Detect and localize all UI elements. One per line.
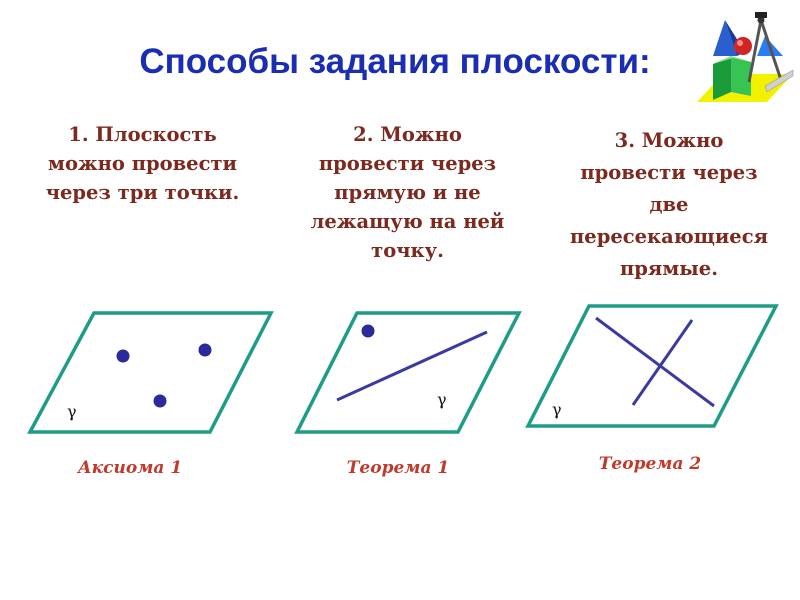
caption-line: пересекающиеся <box>570 225 768 248</box>
caption-line: лежащую на ней <box>310 210 505 233</box>
line-a <box>596 318 714 406</box>
caption-line: можно провести <box>48 152 237 175</box>
caption-line: прямую и не <box>334 181 481 204</box>
caption-line: прямые. <box>620 257 718 280</box>
theorem-1-label: Теорема 1 <box>346 458 450 478</box>
caption-line: провести через <box>318 152 497 175</box>
plane-intersecting-lines <box>528 306 776 426</box>
slide-title: Способы задания плоскости: <box>139 42 651 81</box>
line-b <box>633 320 692 405</box>
caption-line: через три точки. <box>45 181 240 204</box>
caption-line: точку. <box>371 239 444 262</box>
point-a <box>117 350 130 363</box>
point-off-line <box>362 325 375 338</box>
plane-three-points <box>30 313 271 432</box>
caption-line: две <box>649 193 689 216</box>
plane-2-outline <box>297 313 519 432</box>
plane-3-label: γ <box>552 400 562 419</box>
caption-line: 1. Плоскость <box>68 123 217 146</box>
plane-line-and-point <box>297 313 519 432</box>
point-c <box>154 395 167 408</box>
caption-line: 3. Можно <box>614 129 724 152</box>
point-b <box>199 344 212 357</box>
axiom-1-label: Аксиома 1 <box>77 458 183 478</box>
plane-2-label: γ <box>437 390 447 409</box>
caption-line: 2. Можно <box>353 123 462 146</box>
line-a <box>337 332 487 400</box>
plane-1-label: γ <box>67 402 77 421</box>
plane-3-outline <box>528 306 776 426</box>
theorem-2-label: Теорема 2 <box>598 454 702 474</box>
caption-line: провести через <box>580 161 758 184</box>
